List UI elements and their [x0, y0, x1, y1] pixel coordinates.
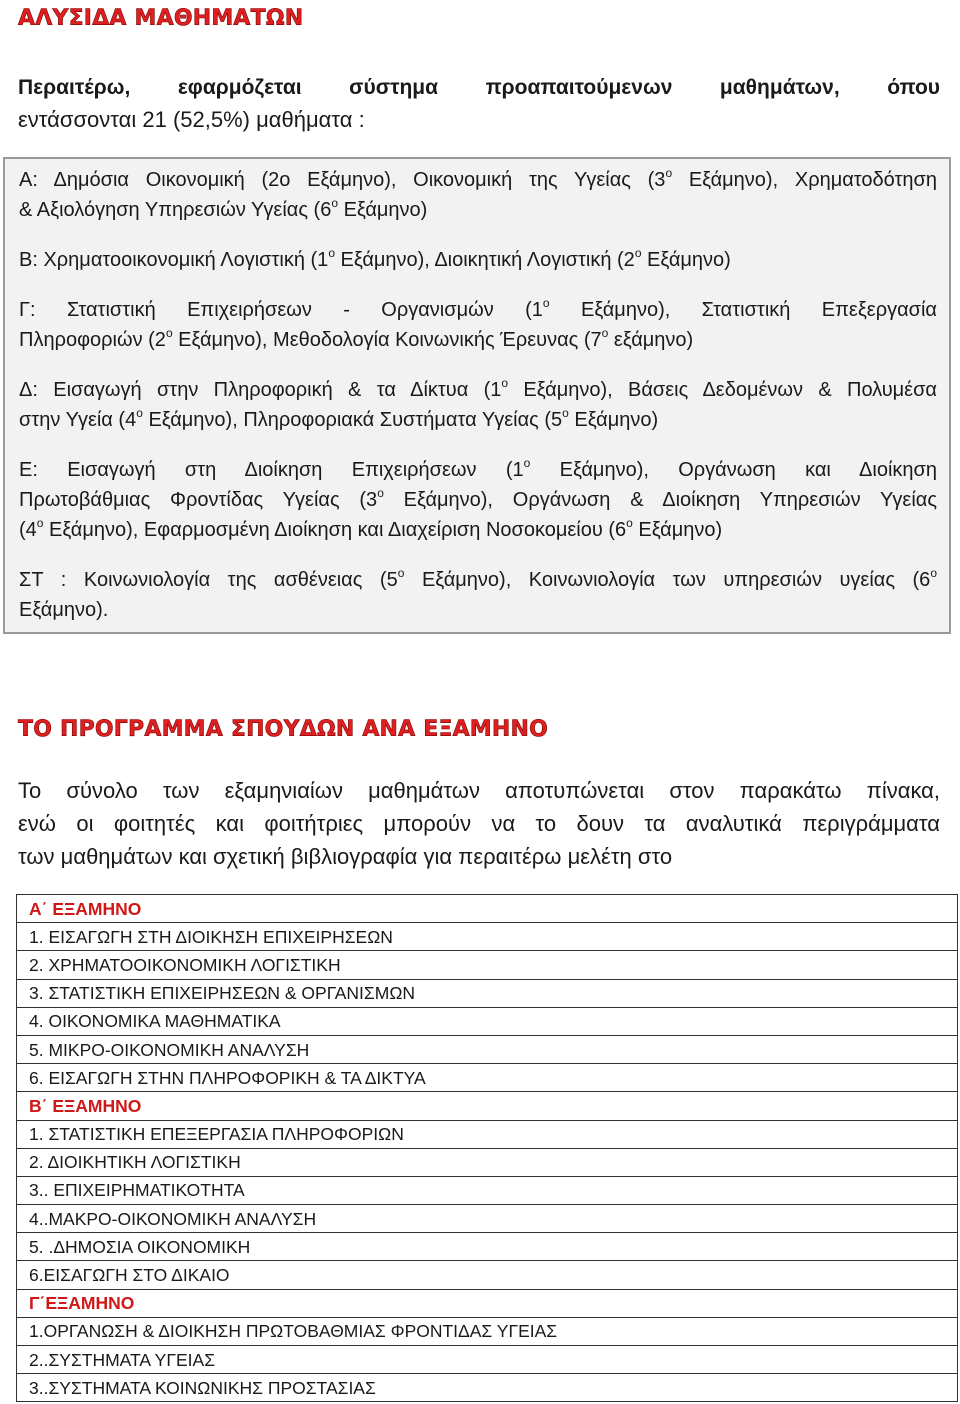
course-row: [17, 1374, 958, 1402]
semester-title: Γ΄ΕΞΑΜΗΝΟ: [17, 1289, 958, 1317]
prereq-group-b: Β: Χρηματοοικονομική Λογιστική ($1^o$ Εξάμηνο), Διοικητική Λογιστική ($2^o$ Εξάμηνο): [19, 246, 731, 271]
prereq-group-f: ΣΤ : Κοινωνιολογία της ασθένειας ($5^o$ Εξάμηνο), Κοινωνιολογία των υπηρεσιών υγείας ($6^o$ Εξάμηνο).: [19, 566, 937, 621]
course-row: [17, 979, 958, 1007]
course-row: [17, 1120, 958, 1148]
prerequisites-intro: [18, 72, 940, 136]
course-name: 3. ΣΤΑΤΙΣΤΙΚΗ ΕΠΙΧΕΙΡΗΣΕΩΝ & ΟΡΓΑΝΙΣΜΩΝ: [17, 979, 958, 1007]
section-title-prerequisites: ΑΛΥΣΙΔΑ ΜΑΘΗΜΑΤΩΝ: [18, 6, 304, 31]
semester-header-row: [17, 895, 958, 923]
course-name: 6.ΕΙΣΑΓΩΓΗ ΣΤΟ ΔΙΚΑΙΟ: [17, 1261, 958, 1289]
course-row: [17, 951, 958, 979]
course-name: 5. ΜΙΚΡΟ-ΟΙΚΟΝΟΜΙΚΗ ΑΝΑΛΥΣΗ: [17, 1035, 958, 1063]
curriculum-intro: [18, 774, 940, 873]
intro-line: Το σύνολο των εξαμηνιαίων μαθημάτων αποτυπώνεται στον παρακάτω πίνακα,: [18, 778, 940, 803]
course-name: 2. ΧΡΗΜΑΤΟΟΙΚΟΝΟΜΙΚΗ ΛΟΓΙΣΤΙΚΗ: [17, 951, 958, 979]
semester-title: Β΄ ΕΞΑΜΗΝΟ: [17, 1092, 958, 1120]
course-name: 5. .ΔΗΜΟΣΙΑ ΟΙΚΟΝΟΜΙΚΗ: [17, 1233, 958, 1261]
intro-line: εντάσσονται 21 (52,5%) μαθήματα :: [18, 107, 365, 132]
course-name: 1. ΣΤΑΤΙΣΤΙΚΗ ΕΠΕΞΕΡΓΑΣΙΑ ΠΛΗΡΟΦΟΡΙΩΝ: [17, 1120, 958, 1148]
semester-header-row: [17, 1092, 958, 1120]
course-name: 3.. ΕΠΙΧΕΙΡΗΜΑΤΙΚΟΤΗΤΑ: [17, 1176, 958, 1204]
course-row: [17, 1064, 958, 1092]
course-row: [17, 1205, 958, 1233]
intro-line: Περαιτέρω, εφαρμόζεται σύστημα προαπαιτούμενων μαθημάτων, όπου: [18, 76, 940, 99]
course-row: [17, 1317, 958, 1345]
section-title-curriculum: ΤΟ ΠΡΟΓΡΑΜΜΑ ΣΠΟΥΔΩΝ ΑΝΑ ΕΞΑΜΗΝΟ: [18, 717, 549, 742]
course-row: [17, 1148, 958, 1176]
semester-header-row: [17, 1289, 958, 1317]
prerequisites-box: [3, 157, 951, 634]
prereq-group-d: Δ: Εισαγωγή στην Πληροφορική & τα Δίκτυα ($1^o$ Εξάμηνο), Βάσεις Δεδομένων & Πολυμέσα στην Υγεία ($4^o$ Εξάμηνο), Πληροφοριακά Συστήματα Υγείας ($5^o$ Εξάμηνο): [19, 376, 937, 431]
course-row: [17, 923, 958, 951]
intro-line: ενώ οι φοιτητές και φοιτήτριες μπορούν να το δουν τα αναλυτικά περιγράμματα: [18, 811, 940, 836]
semester-title: Α΄ ΕΞΑΜΗΝΟ: [17, 895, 958, 923]
course-name: 2. ΔΙΟΙΚΗΤΙΚΗ ΛΟΓΙΣΤΙΚΗ: [17, 1148, 958, 1176]
prereq-group-e: Ε: Εισαγωγή στη Διοίκηση Επιχειρήσεων ($1^o$ Εξάμηνο), Οργάνωση και Διοίκηση Πρωτοβάθμιας Φροντίδας Υγείας ($3^o$ Εξάμηνο), Οργάνωση & Διοίκηση Υπηρεσιών Υγείας ($4^o$ Εξάμηνο), Εφαρμοσμένη Διοίκηση και Διαχείριση Νοσοκομείου ($6^o$ Εξάμηνο): [19, 456, 937, 541]
course-name: 4..ΜΑΚΡΟ-ΟΙΚΟΝΟΜΙΚΗ ΑΝΑΛΥΣΗ: [17, 1205, 958, 1233]
course-name: 1. ΕΙΣΑΓΩΓΗ ΣΤΗ ΔΙΟΙΚΗΣΗ ΕΠΙΧΕΙΡΗΣΕΩΝ: [17, 923, 958, 951]
course-row: [17, 1035, 958, 1063]
course-row: [17, 1176, 958, 1204]
course-row: [17, 1007, 958, 1035]
course-row: [17, 1233, 958, 1261]
course-name: 6. ΕΙΣΑΓΩΓΗ ΣΤΗΝ ΠΛΗΡΟΦΟΡΙΚΗ & ΤΑ ΔΙΚΤΥΑ: [17, 1064, 958, 1092]
course-name: 2..ΣΥΣΤΗΜΑΤΑ ΥΓΕΙΑΣ: [17, 1346, 958, 1374]
intro-line: των μαθημάτων και σχετική βιβλιογραφία για περαιτέρω μελέτη στο: [18, 844, 673, 869]
course-name: 4. ΟΙΚΟΝΟΜΙΚΑ ΜΑΘΗΜΑΤΙΚΑ: [17, 1007, 958, 1035]
course-name: 3..ΣΥΣΤΗΜΑΤΑ ΚΟΙΝΩΝΙΚΗΣ ΠΡΟΣΤΑΣΙΑΣ: [17, 1374, 958, 1402]
course-name: 1.ΟΡΓΑΝΩΣΗ & ΔΙΟΙΚΗΣΗ ΠΡΩΤΟΒΑΘΜΙΑΣ ΦΡΟΝΤΙΔΑΣ ΥΓΕΙΑΣ: [17, 1317, 958, 1345]
course-row: [17, 1261, 958, 1289]
course-row: [17, 1346, 958, 1374]
prereq-group-a: Α: Δημόσια Οικονομική (2ο Εξάμηνο), Οικονομική της Υγείας ($3^o$ Εξάμηνο), Χρηματοδότηση & Αξιολόγηση Υπηρεσιών Υγείας ($6^o$ Εξάμηνο): [19, 166, 937, 221]
curriculum-table: [16, 894, 958, 1402]
prereq-group-c: Γ: Στατιστική Επιχειρήσεων - Οργανισμών ($1^o$ Εξάμηνο), Στατιστική Επεξεργασία Πληροφοριών ($2^o$ Εξάμηνο), Μεθοδολογία Κοινωνικής Έρευνας ($7^o$ εξάμηνο): [19, 296, 937, 351]
